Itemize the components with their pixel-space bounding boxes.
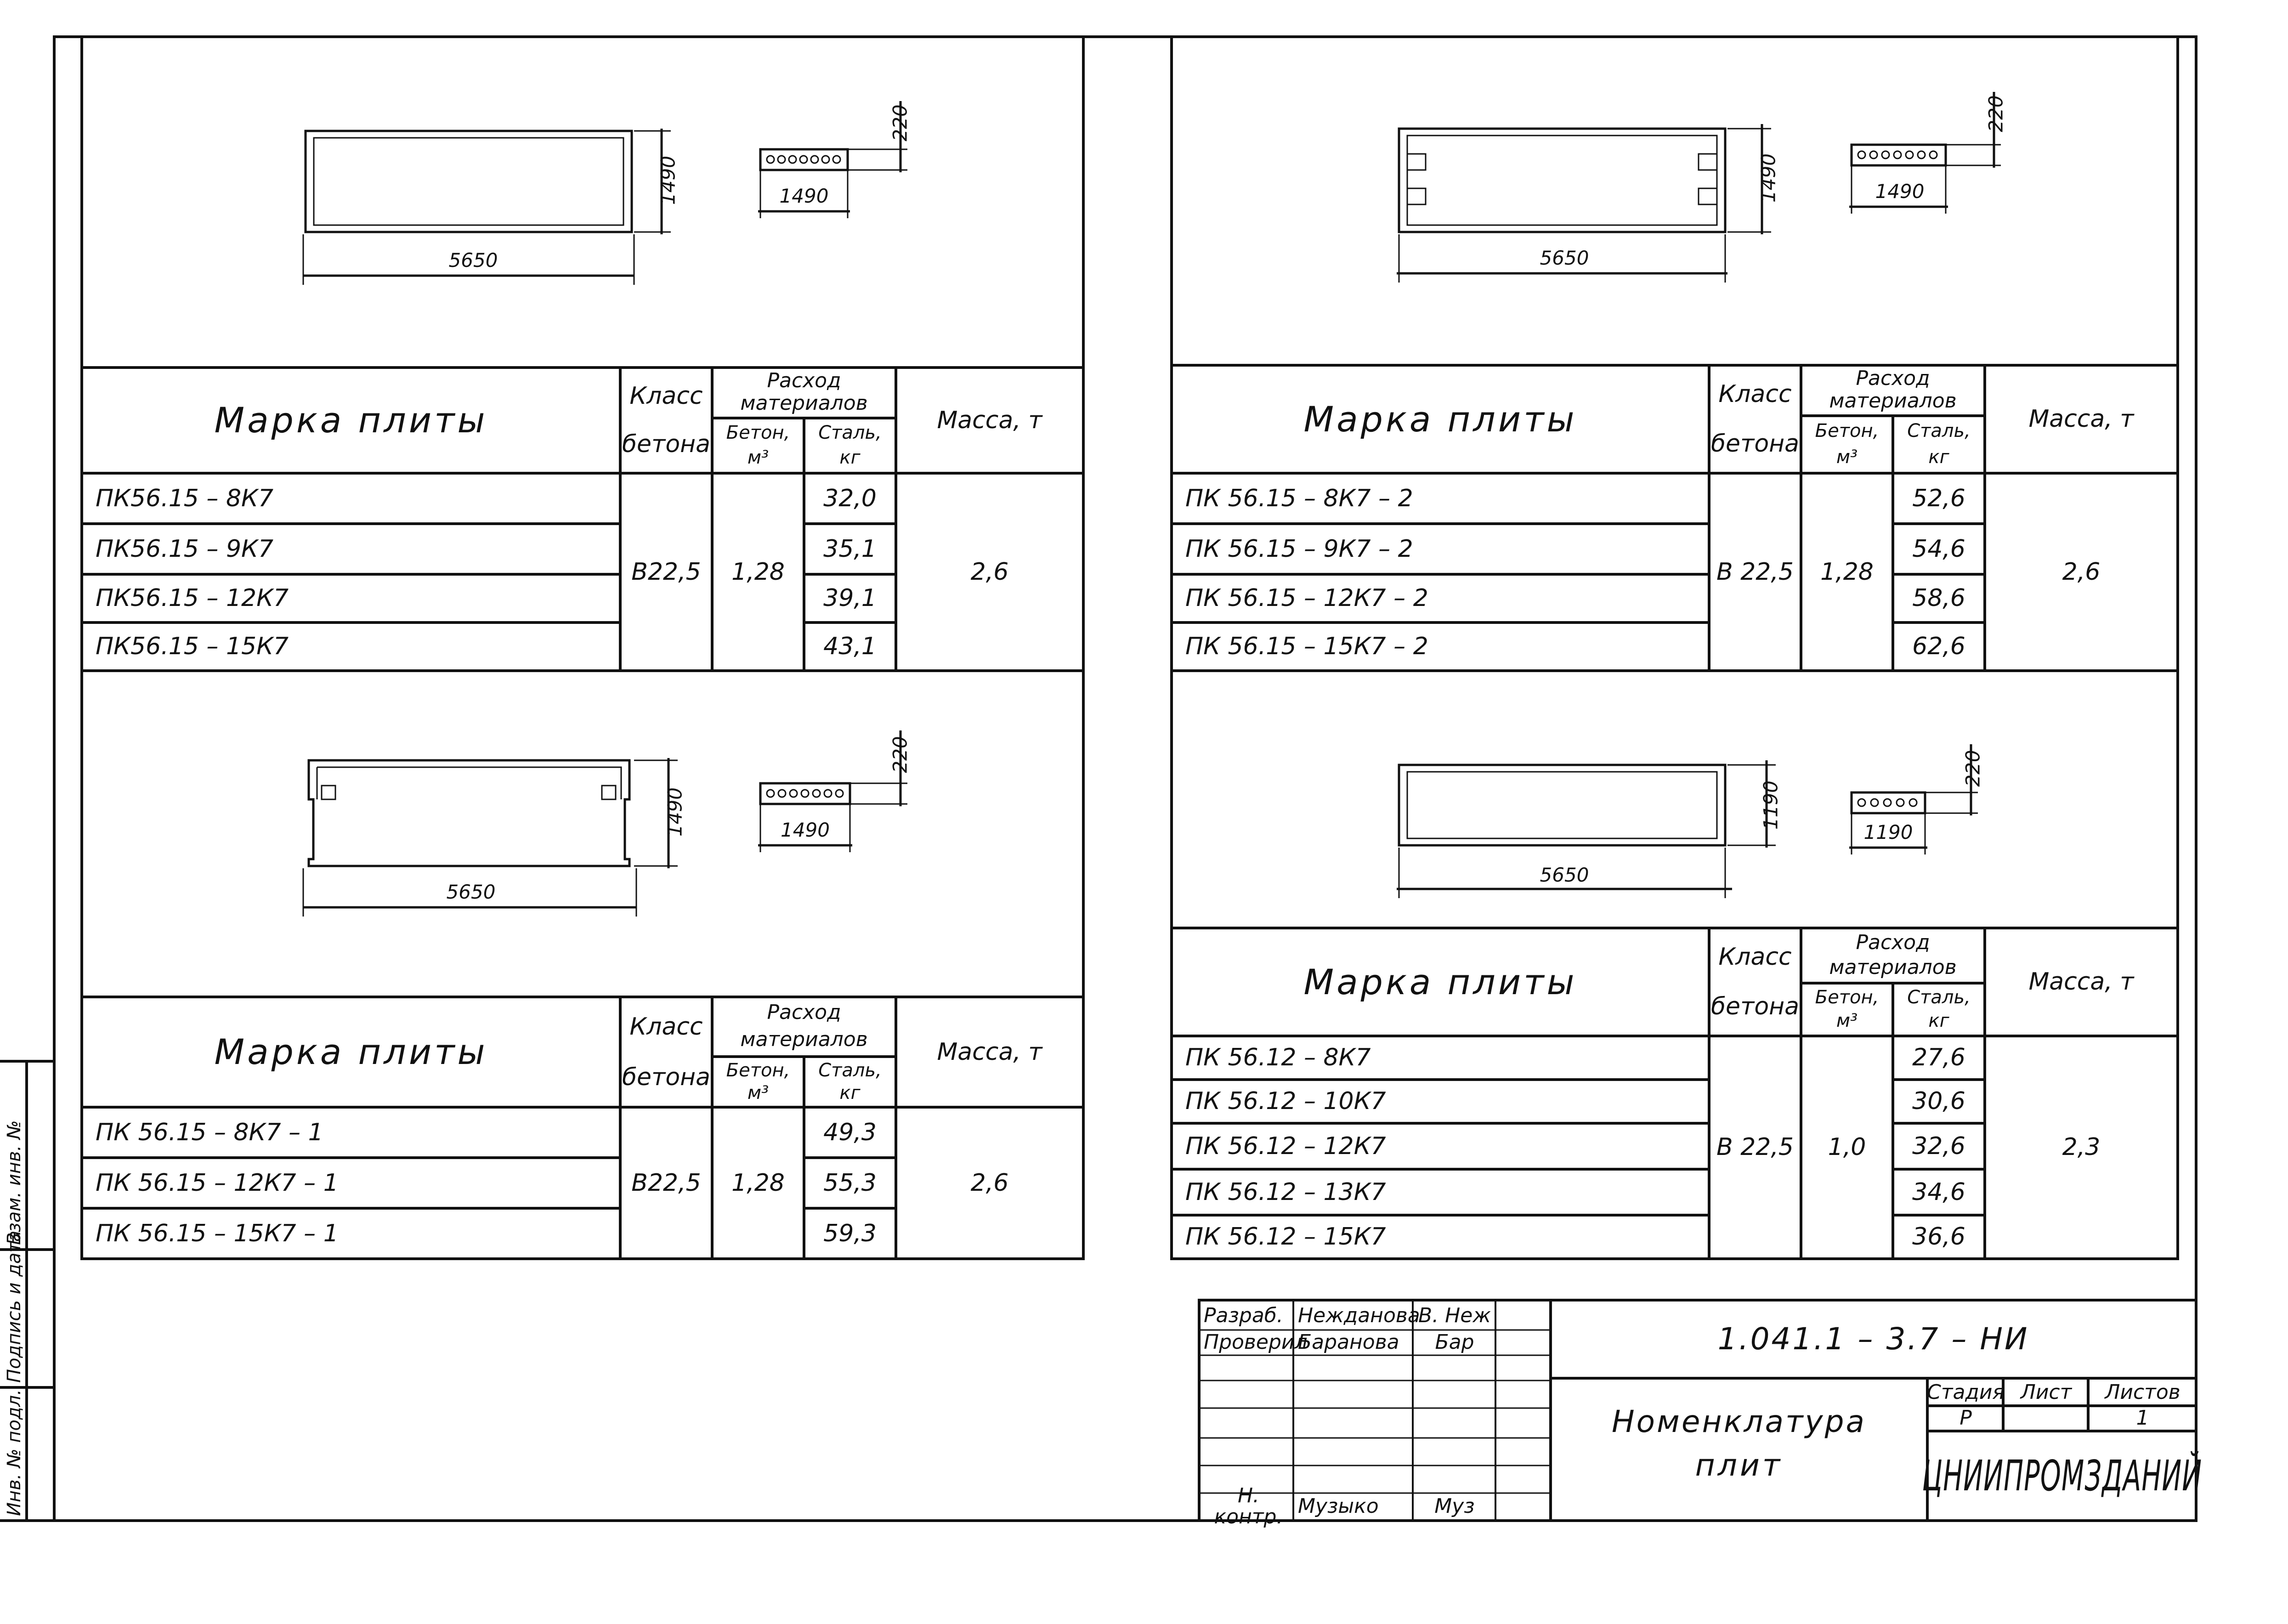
dim-br-width: 1190 — [1759, 781, 1782, 830]
dim-br-length: 5650 — [1540, 864, 1589, 887]
table-row-steel: 34,6 — [1912, 1178, 1965, 1206]
dim-tr-height: 220 — [1984, 95, 2007, 132]
table-header-consumption-2: материалов — [1829, 389, 1957, 413]
table-header-consumption: Расход — [1856, 930, 1930, 954]
table-header-steel: Сталь, — [1907, 420, 1971, 442]
dim-bl-height: 220 — [889, 736, 912, 773]
tb-stage-value: Р — [1960, 1406, 1972, 1430]
hollow-core — [833, 156, 840, 163]
hollow-core — [1918, 151, 1925, 158]
table-row-mark: ПК56.15 – 9К7 — [96, 535, 274, 563]
tb-title-line2: плит — [1695, 1448, 1783, 1483]
hollow-core — [836, 790, 843, 797]
table-row-steel: 55,3 — [823, 1169, 877, 1197]
plate-br-plan — [1399, 765, 1725, 845]
table-cell-class: В 22,5 — [1716, 1133, 1794, 1161]
hollow-core — [778, 156, 785, 163]
table-header-mark: Марка плиты — [214, 1031, 488, 1073]
table-cell-mass: 2,6 — [970, 1169, 1009, 1197]
hollow-core — [811, 156, 818, 163]
tb-checked-label: Проверил — [1204, 1330, 1308, 1354]
hollow-core — [801, 790, 809, 797]
table-cell-concrete: 1,28 — [731, 1169, 785, 1197]
table-header-class-2: бетона — [1710, 430, 1800, 458]
table-header-concrete-unit: м³ — [747, 1082, 769, 1103]
table-header-class-2: бетона — [622, 430, 711, 458]
table-row-mark: ПК 56.15 – 8К7 – 2 — [1185, 484, 1413, 512]
table-row-steel: 32,0 — [823, 484, 877, 512]
table-row-steel: 62,6 — [1912, 633, 1965, 661]
tb-doc-code: 1.041.1 – 3.7 – НИ — [1717, 1321, 2029, 1357]
tb-checked-sign: Бар — [1435, 1330, 1474, 1354]
plate-br-section — [1852, 792, 1925, 813]
tb-sheet-label: Лист — [2020, 1380, 2072, 1404]
table-header-steel-unit: кг — [1928, 446, 1949, 468]
hollow-core — [1884, 799, 1891, 806]
table-row-mark: ПК 56.15 – 15К7 – 1 — [96, 1219, 339, 1247]
table-row-mark: ПК 56.12 – 12К7 — [1185, 1132, 1386, 1160]
table-row-steel: 35,1 — [823, 535, 877, 563]
table-row-steel: 43,1 — [823, 633, 877, 661]
plate-tl-plan — [306, 131, 632, 232]
dim-br-section-width: 1190 — [1863, 821, 1913, 844]
tb-designed-label: Разраб. — [1204, 1303, 1283, 1327]
table-row-steel: 30,6 — [1912, 1087, 1965, 1115]
hollow-core — [767, 790, 774, 797]
dim-tl-section-width: 1490 — [779, 185, 829, 208]
table-row-steel: 32,6 — [1912, 1132, 1965, 1160]
stamp-sign-date-label: Подпись и дата — [4, 1230, 25, 1383]
table-cell-mass: 2,3 — [2062, 1133, 2101, 1161]
stamp-inv-label: Инв. № подл. — [4, 1389, 25, 1516]
tb-title-line1: Номенклатура — [1612, 1404, 1866, 1440]
table-row-steel: 39,1 — [823, 584, 877, 612]
table-header-steel-unit: кг — [1928, 1010, 1949, 1032]
tb-sheets-label: Листов — [2105, 1380, 2180, 1404]
table-header-steel-unit: кг — [839, 1082, 861, 1103]
dim-tl-length: 5650 — [448, 249, 498, 272]
table-cell-class: В 22,5 — [1716, 558, 1794, 586]
table-row-mark: ПК 56.15 – 8К7 – 1 — [96, 1118, 323, 1146]
dim-tr-width: 1490 — [1757, 153, 1780, 203]
table-row-steel: 36,6 — [1912, 1223, 1965, 1251]
table-row-steel: 27,6 — [1912, 1044, 1965, 1072]
table-header-class: Класс — [1718, 943, 1792, 971]
table-cell-concrete: 1,28 — [731, 558, 785, 586]
table-header-class: Класс — [1718, 380, 1792, 408]
table-header-consumption: Расход — [767, 1001, 841, 1024]
table-row-mark: ПК56.15 – 15К7 — [96, 633, 289, 661]
tb-norm-sign: Муз — [1434, 1494, 1475, 1518]
table-header-class-2: бетона — [622, 1063, 711, 1091]
table-header-consumption: Расход — [767, 369, 841, 393]
hollow-core — [1906, 151, 1913, 158]
table-header-concrete-unit: м³ — [747, 447, 769, 468]
table-header-concrete-unit: м³ — [1836, 446, 1858, 468]
hollow-core — [778, 790, 786, 797]
dim-bl-section-width: 1490 — [781, 819, 830, 842]
table-row-mark: ПК 56.15 – 15К7 – 2 — [1185, 633, 1428, 661]
table-header-concrete: Бетон, — [726, 1059, 790, 1081]
table-header-consumption-2: материалов — [1829, 955, 1957, 979]
plate-tr-plan — [1399, 129, 1725, 232]
hollow-core — [1897, 799, 1904, 806]
table-cell-concrete: 1,0 — [1828, 1133, 1866, 1161]
table-row-mark: ПК 56.12 – 13К7 — [1185, 1178, 1386, 1206]
plate-bl-plan — [309, 760, 629, 866]
table-row-mark: ПК 56.12 – 10К7 — [1185, 1087, 1386, 1115]
table-header-class: Класс — [629, 382, 703, 410]
tb-norm-label: Н. контр. — [1214, 1483, 1283, 1528]
hollow-core — [824, 790, 832, 797]
table-header-mark: Марка плиты — [214, 400, 488, 441]
table-header-consumption-2: материалов — [740, 1028, 868, 1052]
table-header-concrete-unit: м³ — [1836, 1010, 1858, 1032]
table-row-steel: 58,6 — [1912, 584, 1965, 612]
hollow-core — [790, 790, 797, 797]
hollow-core — [800, 156, 807, 163]
table-row-mark: ПК 56.15 – 9К7 – 2 — [1185, 535, 1413, 563]
table-header-mark: Марка плиты — [1303, 398, 1577, 440]
dim-tl-height: 220 — [889, 104, 912, 141]
hollow-core — [1909, 799, 1917, 806]
table-row-mark: ПК56.15 – 8К7 — [96, 484, 274, 512]
tb-stage-label: Стадия — [1927, 1380, 2005, 1404]
tb-designed-sign: В. Неж — [1418, 1303, 1491, 1327]
table-header-steel: Сталь, — [818, 422, 882, 443]
table-header-class-2: бетона — [1710, 992, 1800, 1020]
tb-organization: ЦНИИПРОМЗДАНИЙ — [1922, 1451, 2203, 1500]
table-cell-mass: 2,6 — [2062, 558, 2101, 586]
hollow-core — [1858, 151, 1865, 158]
table-row-mark: ПК56.15 – 12К7 — [96, 584, 289, 612]
table-header-concrete: Бетон, — [726, 422, 790, 443]
table-row-mark: ПК 56.15 – 12К7 – 2 — [1185, 584, 1428, 612]
table-header-concrete: Бетон, — [1815, 986, 1879, 1008]
table-header-steel-unit: кг — [839, 447, 861, 468]
hollow-core — [1871, 799, 1878, 806]
dim-tr-section-width: 1490 — [1875, 180, 1925, 203]
dim-tl-width: 1490 — [657, 156, 680, 205]
hollow-core — [789, 156, 796, 163]
sheet-frame — [54, 37, 2203, 1528]
hollow-core — [1894, 151, 1901, 158]
table-row-mark: ПК 56.12 – 8К7 — [1185, 1044, 1371, 1072]
table-row-mark: ПК 56.15 – 12К7 – 1 — [96, 1169, 339, 1197]
dim-bl-width: 1490 — [663, 787, 686, 837]
table-cell-concrete: 1,28 — [1820, 558, 1874, 586]
hollow-core — [767, 156, 774, 163]
tb-checked-name: Баранова — [1298, 1330, 1399, 1354]
hollow-core — [822, 156, 829, 163]
table-header-class: Класс — [629, 1013, 703, 1041]
table-row-steel: 49,3 — [823, 1118, 877, 1146]
table-header-steel: Сталь, — [1907, 986, 1971, 1008]
table-cell-class: В22,5 — [631, 1169, 701, 1197]
table-header-mass: Масса, т — [937, 406, 1042, 434]
hollow-core — [1930, 151, 1937, 158]
table-row-steel: 52,6 — [1912, 484, 1965, 512]
tb-designed-name: Нежданова — [1298, 1303, 1420, 1327]
hollow-core — [1858, 799, 1865, 806]
table-header-concrete: Бетон, — [1815, 420, 1879, 442]
table-header-consumption: Расход — [1856, 367, 1930, 390]
dim-bl-length: 5650 — [446, 881, 496, 904]
table-cell-mass: 2,6 — [970, 558, 1009, 586]
dim-tr-length: 5650 — [1540, 247, 1589, 270]
hollow-core — [813, 790, 820, 797]
hollow-core — [1870, 151, 1877, 158]
tb-norm-name: Музыко — [1298, 1494, 1379, 1518]
table-header-mass: Масса, т — [2028, 968, 2134, 996]
tb-sheets-value: 1 — [2136, 1406, 2149, 1430]
table-header-mass: Масса, т — [2028, 405, 2134, 433]
table-header-mark: Марка плиты — [1303, 961, 1577, 1002]
table-row-steel: 54,6 — [1912, 535, 1965, 563]
table-row-steel: 59,3 — [823, 1219, 877, 1247]
table-row-mark: ПК 56.12 – 15К7 — [1185, 1223, 1386, 1251]
table-cell-class: В22,5 — [631, 558, 701, 586]
stamp-replaces-label: Взам. инв. № — [4, 1120, 25, 1245]
hollow-core — [1882, 151, 1889, 158]
table-header-steel: Сталь, — [818, 1059, 882, 1081]
table-header-mass: Масса, т — [937, 1038, 1042, 1066]
table-header-consumption-2: материалов — [740, 391, 868, 415]
dim-br-height: 220 — [1961, 750, 1984, 787]
